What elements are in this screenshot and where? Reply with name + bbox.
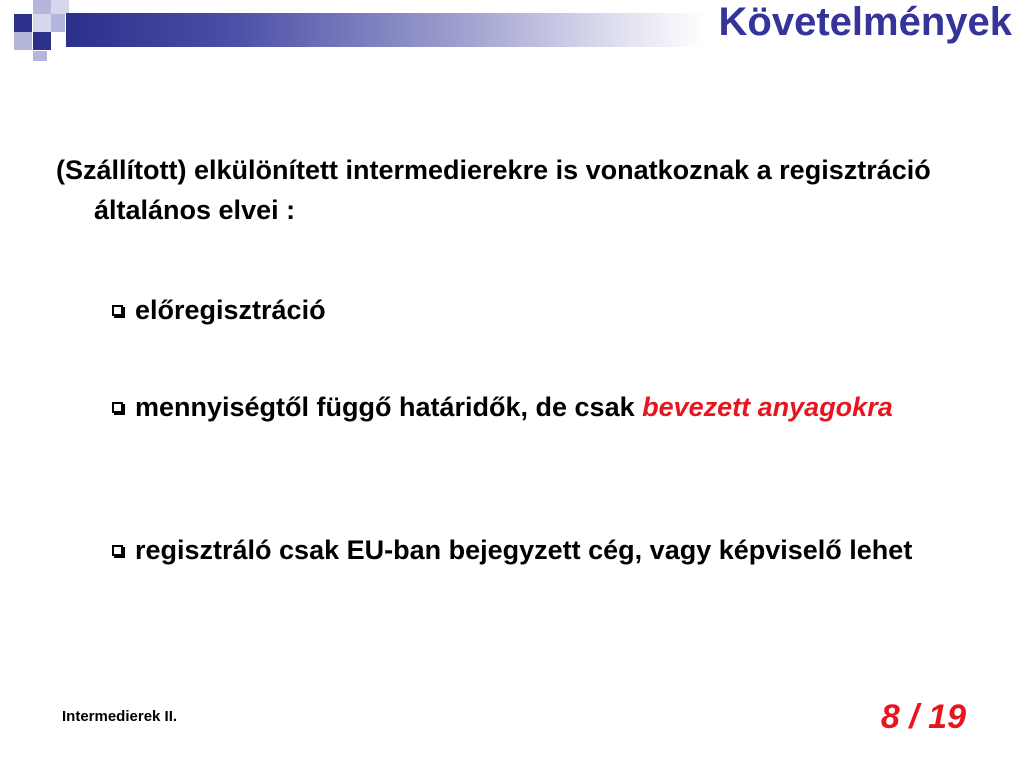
bullet-text: regisztráló csak EU-ban bejegyzett cég, vagy képviselő lehet bbox=[135, 535, 913, 565]
footer-label: Intermedierek II. bbox=[62, 708, 178, 725]
bullet-text: mennyiségtől függő határidők, de csak bbox=[135, 392, 643, 422]
decor-square bbox=[14, 14, 32, 32]
decor-square bbox=[33, 32, 51, 50]
checkbox-bullet-icon bbox=[112, 305, 123, 316]
bullet-item bbox=[108, 387, 998, 427]
slide-title: Követelmények bbox=[718, 0, 1012, 44]
header-gradient-bar bbox=[66, 13, 706, 47]
decor-square bbox=[33, 51, 47, 61]
decor-square bbox=[14, 32, 32, 50]
bullet-highlight: bevezett anyagokra bbox=[642, 392, 893, 422]
bullet-item bbox=[108, 290, 998, 330]
decor-square bbox=[33, 14, 51, 32]
intro-text: (Szállított) elkülönített intermedierekre is vonatkoznak a regisztráció általános elvei : bbox=[56, 155, 931, 225]
bullet-text: előregisztráció bbox=[135, 295, 326, 325]
decor-square bbox=[33, 0, 51, 14]
decor-square bbox=[51, 14, 65, 32]
decor-square bbox=[51, 0, 69, 14]
checkbox-bullet-icon bbox=[112, 402, 123, 413]
bullet-item bbox=[108, 530, 998, 570]
checkbox-bullet-icon bbox=[112, 545, 123, 556]
page-number: 8 / 19 bbox=[880, 698, 966, 736]
